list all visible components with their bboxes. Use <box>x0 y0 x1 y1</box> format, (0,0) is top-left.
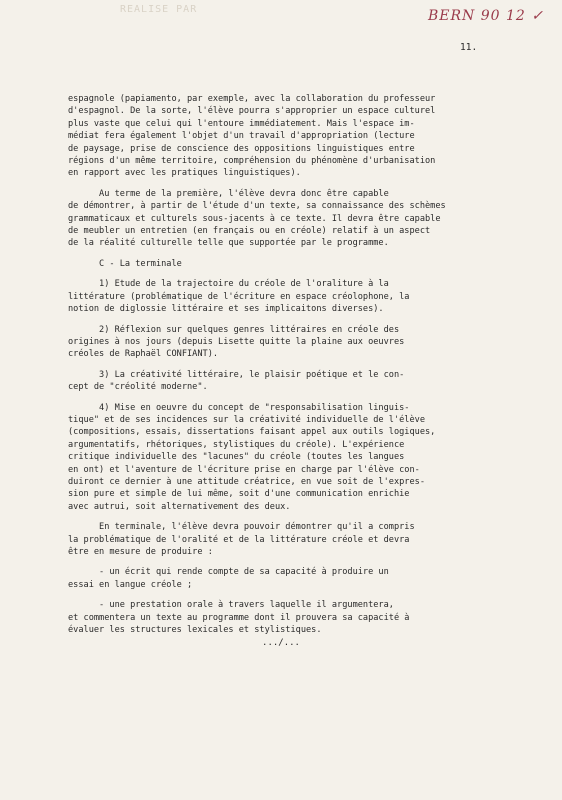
paragraph <box>68 566 488 591</box>
paragraph <box>68 324 488 361</box>
text-line: notion de diglossie littéraire et ses implicaitons diverses). <box>68 304 384 315</box>
text-line: évaluer les structures lexicales et stylistiques. <box>68 625 322 636</box>
text-line: 2) Réflexion sur quelques genres littéraires en créole des <box>68 324 400 335</box>
paragraph <box>68 188 488 250</box>
text-line: médiat fera également l'objet d'un travail d'appropriation (lecture <box>68 131 415 142</box>
text-line: d'espagnol. De la sorte, l'élève pourra s'approprier un espace culturel <box>68 106 436 117</box>
text-line: (compositions, essais, dissertations faisant appel aux outils logiques, <box>68 427 436 438</box>
text-line: de paysage, prise de conscience des oppositions linguistiques entre <box>68 143 415 154</box>
text-line: de la réalité culturelle telle que supportée par le programme. <box>68 238 389 249</box>
text-line: En terminale, l'élève devra pouvoir démontrer qu'il a compris <box>68 522 415 533</box>
text-line: être en mesure de produire : <box>68 547 213 557</box>
text-line: plus vaste que celui qui l'entoure immédiatement. Mais l'espace im- <box>68 118 415 129</box>
body-text <box>68 93 488 644</box>
text-line: régions d'un même territoire, compréhension du phénomène d'urbanisation <box>68 156 436 167</box>
text-line: cept de "créolité moderne". <box>68 382 208 393</box>
paragraph <box>68 369 488 394</box>
continuation-mark: .../... <box>262 638 300 648</box>
text-line: de meubler un entretien (en français ou en créole) relatif à un aspect <box>68 226 431 237</box>
paragraph <box>68 402 488 514</box>
paragraph <box>68 521 488 558</box>
text-line: essai en langue créole ; <box>68 579 193 590</box>
text-line: 3) La créativité littéraire, le plaisir poétique et le con- <box>68 369 405 380</box>
text-line: créoles de Raphaël CONFIANT). <box>68 349 219 360</box>
handwritten-reference: BERN 90 12 ✓ <box>428 8 545 24</box>
text-line: duiront ce dernier à une attitude créatrice, en vue soit de l'expres- <box>68 476 425 487</box>
text-line: - un écrit qui rende compte de sa capacité à produire un <box>68 567 389 578</box>
text-line: tique" et de ses incidences sur la créativité individuelle de l'élève <box>68 414 425 425</box>
text-line: - une prestation orale à travers laquelle il argumentera, <box>68 600 394 611</box>
text-line: et commentera un texte au programme dont il prouvera sa capacité à <box>68 612 410 623</box>
text-line: avec autrui, soit alternativement des deux. <box>68 501 291 512</box>
text-line: origines à nos jours (depuis Lisette quitte la plaine aux oeuvres <box>68 336 405 347</box>
text-line: la problématique de l'oralité et de la littérature créole et devra <box>68 534 410 545</box>
text-line: critique individuelle des "lacunes" du créole (toutes les langues <box>68 452 405 463</box>
text-line: 4) Mise en oeuvre du concept de "responsabilisation linguis- <box>68 402 410 413</box>
text-line: sion pure et simple de lui même, soit d'une communication enrichie <box>68 489 410 500</box>
text-line: grammaticaux et culturels sous-jacents à ce texte. Il devra être capable <box>68 213 441 224</box>
text-line: Au terme de la première, l'élève devra donc être capable <box>68 188 389 199</box>
text-line: espagnole (papiamento, par exemple, avec la collaboration du professeur <box>68 94 436 104</box>
text-line: en rapport avec les pratiques linguistiques). <box>68 168 301 179</box>
text-line: C - La terminale <box>68 258 182 269</box>
paragraph <box>68 258 488 270</box>
paragraph <box>68 278 488 315</box>
text-line: en ont) et l'aventure de l'écriture prise en charge par l'élève con- <box>68 464 420 475</box>
text-line: argumentatifs, rhétoriques, stylistiques du créole). L'expérience <box>68 439 405 450</box>
text-line: de démontrer, à partir de l'étude d'un texte, sa connaissance des schèmes <box>68 201 446 212</box>
text-line: littérature (problématique de l'écriture en espace créolophone, la <box>68 291 410 302</box>
text-line: 1) Etude de la trajectoire du créole de l'oraliture à la <box>68 279 389 290</box>
paragraph <box>68 93 488 180</box>
page-number: 11. <box>460 42 478 53</box>
faint-stamp: REALISE PAR <box>120 4 198 15</box>
paragraph <box>68 599 488 636</box>
